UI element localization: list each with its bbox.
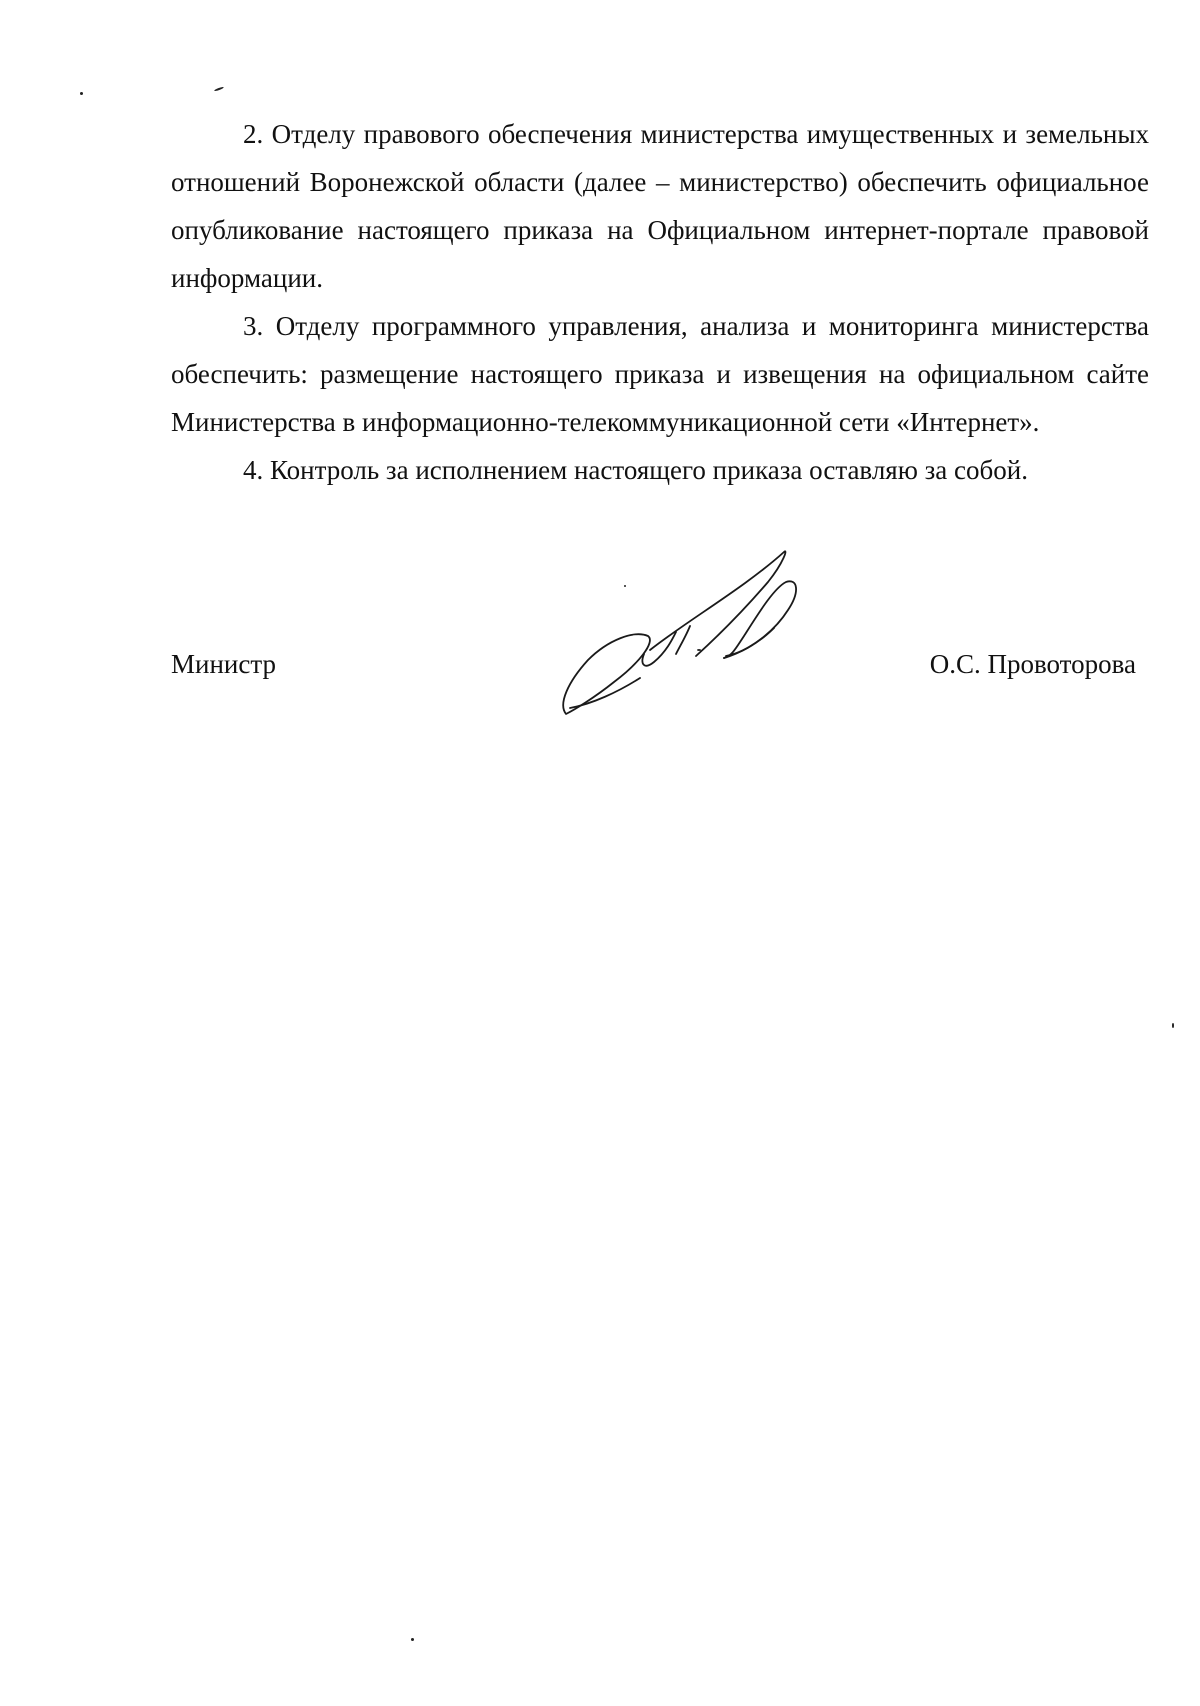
paragraph-3: 3. Отделу программного управления, анализа и мониторинга министерства обеспечить: размещение настоящего приказа и извещения на официальном сайте Министерства в информационно-телекоммуникационной сети «Интернет». bbox=[171, 311, 1149, 437]
scan-speck bbox=[1172, 1023, 1174, 1028]
signature-block bbox=[171, 640, 1136, 690]
signer-name: О.С. Провоторова bbox=[929, 649, 1136, 679]
signer-role: Министр bbox=[171, 649, 276, 679]
paragraph-2: 2. Отделу правового обеспечения министерства имущественных и земельных отношений Воронежской области (далее – министерство) обеспечить официальное опубликование настоящего приказа на Официальном интернет-портале правовой информации. bbox=[171, 119, 1149, 293]
handwritten-signature bbox=[548, 532, 868, 732]
paragraph-4: 4. Контроль за исполнением настоящего приказа оставляю за собой. bbox=[243, 455, 1028, 485]
scan-speck bbox=[214, 86, 224, 91]
scan-speck bbox=[411, 1638, 414, 1641]
document-body bbox=[171, 110, 1149, 494]
scan-speck bbox=[80, 92, 83, 95]
